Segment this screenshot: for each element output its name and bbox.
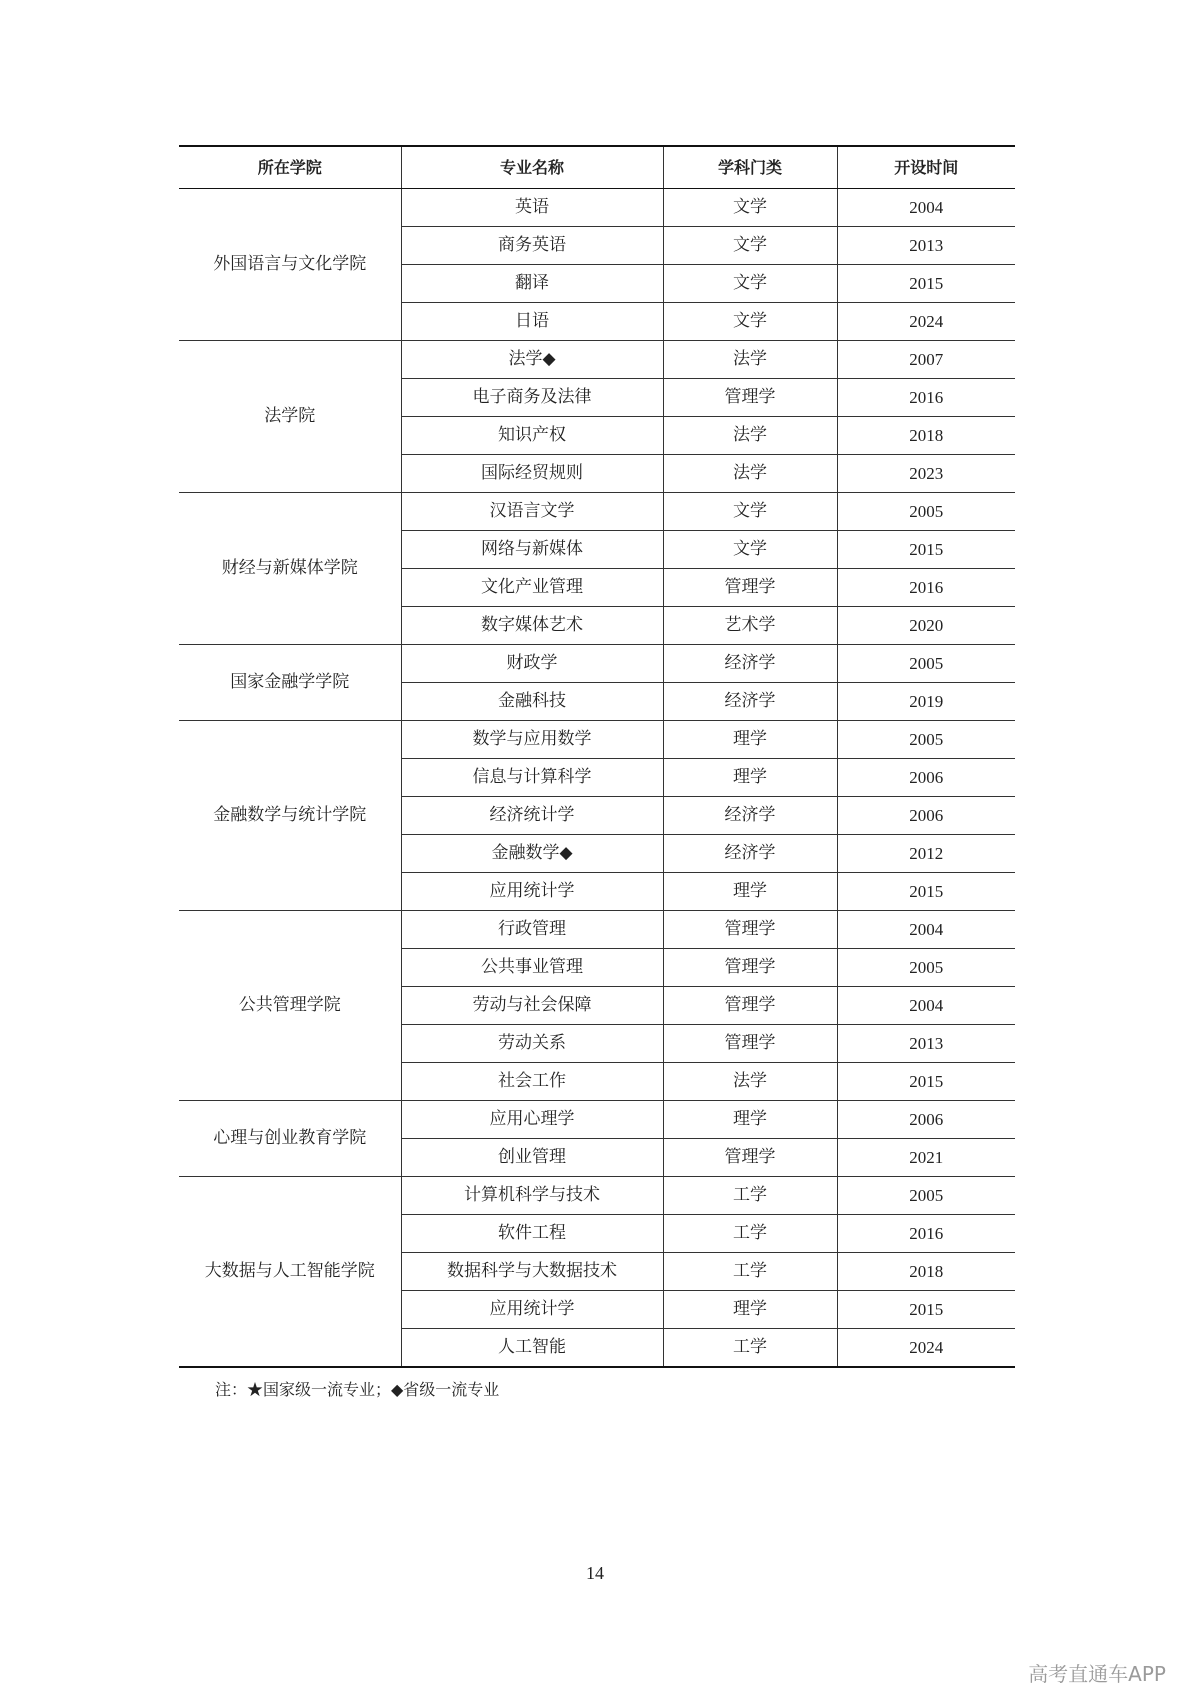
year-cell: 2006	[837, 1101, 1015, 1139]
major-cell: 日语	[401, 303, 663, 341]
header-major: 专业名称	[401, 146, 663, 189]
year-cell: 2006	[837, 759, 1015, 797]
year-cell: 2005	[837, 493, 1015, 531]
year-cell: 2004	[837, 189, 1015, 227]
year-cell: 2024	[837, 303, 1015, 341]
category-cell: 管理学	[663, 1025, 837, 1063]
major-cell: 公共事业管理	[401, 949, 663, 987]
year-cell: 2012	[837, 835, 1015, 873]
major-cell: 商务英语	[401, 227, 663, 265]
year-cell: 2019	[837, 683, 1015, 721]
category-cell: 文学	[663, 189, 837, 227]
major-cell: 网络与新媒体	[401, 531, 663, 569]
college-cell: 公共管理学院	[179, 911, 401, 1101]
college-cell: 国家金融学学院	[179, 645, 401, 721]
category-cell: 法学	[663, 1063, 837, 1101]
category-cell: 法学	[663, 455, 837, 493]
table-row	[179, 911, 1015, 949]
category-cell: 管理学	[663, 911, 837, 949]
category-cell: 理学	[663, 1101, 837, 1139]
college-cell: 法学院	[179, 341, 401, 493]
category-cell: 工学	[663, 1253, 837, 1291]
major-cell: 数字媒体艺术	[401, 607, 663, 645]
table-row	[179, 645, 1015, 683]
category-cell: 文学	[663, 227, 837, 265]
year-cell: 2005	[837, 645, 1015, 683]
major-cell: 劳动关系	[401, 1025, 663, 1063]
category-cell: 工学	[663, 1215, 837, 1253]
college-cell: 心理与创业教育学院	[179, 1101, 401, 1177]
year-cell: 2004	[837, 987, 1015, 1025]
year-cell: 2015	[837, 873, 1015, 911]
category-cell: 文学	[663, 303, 837, 341]
major-cell: 人工智能	[401, 1329, 663, 1368]
category-cell: 经济学	[663, 797, 837, 835]
category-cell: 理学	[663, 1291, 837, 1329]
major-cell: 应用心理学	[401, 1101, 663, 1139]
year-cell: 2005	[837, 721, 1015, 759]
category-cell: 管理学	[663, 569, 837, 607]
year-cell: 2021	[837, 1139, 1015, 1177]
year-cell: 2015	[837, 265, 1015, 303]
major-table-container	[179, 145, 1015, 1368]
category-cell: 管理学	[663, 1139, 837, 1177]
table-row	[179, 1177, 1015, 1215]
watermark: 高考直通车APP	[1028, 1662, 1166, 1686]
year-cell: 2005	[837, 949, 1015, 987]
year-cell: 2005	[837, 1177, 1015, 1215]
major-cell: 英语	[401, 189, 663, 227]
table-note: 注：★国家级一流专业；◆省级一流专业	[215, 1380, 500, 1399]
major-cell: 财政学	[401, 645, 663, 683]
table-row	[179, 341, 1015, 379]
category-cell: 经济学	[663, 645, 837, 683]
year-cell: 2016	[837, 1215, 1015, 1253]
major-cell: 汉语言文学	[401, 493, 663, 531]
college-cell: 金融数学与统计学院	[179, 721, 401, 911]
major-cell: 文化产业管理	[401, 569, 663, 607]
page-number: 14	[586, 1563, 604, 1583]
category-cell: 文学	[663, 265, 837, 303]
category-cell: 经济学	[663, 683, 837, 721]
year-cell: 2013	[837, 1025, 1015, 1063]
year-cell: 2007	[837, 341, 1015, 379]
category-cell: 文学	[663, 493, 837, 531]
major-cell: 经济统计学	[401, 797, 663, 835]
year-cell: 2023	[837, 455, 1015, 493]
table-body	[179, 189, 1015, 1368]
year-cell: 2015	[837, 531, 1015, 569]
year-cell: 2018	[837, 1253, 1015, 1291]
year-cell: 2006	[837, 797, 1015, 835]
major-cell: 金融数学◆	[401, 835, 663, 873]
major-cell: 软件工程	[401, 1215, 663, 1253]
major-cell: 法学◆	[401, 341, 663, 379]
year-cell: 2015	[837, 1291, 1015, 1329]
table-row	[179, 493, 1015, 531]
category-cell: 文学	[663, 531, 837, 569]
table-header-row	[179, 146, 1015, 189]
major-cell: 计算机科学与技术	[401, 1177, 663, 1215]
year-cell: 2016	[837, 569, 1015, 607]
major-cell: 知识产权	[401, 417, 663, 455]
major-cell: 信息与计算科学	[401, 759, 663, 797]
category-cell: 经济学	[663, 835, 837, 873]
major-cell: 劳动与社会保障	[401, 987, 663, 1025]
category-cell: 工学	[663, 1177, 837, 1215]
category-cell: 管理学	[663, 987, 837, 1025]
major-cell: 电子商务及法律	[401, 379, 663, 417]
college-cell: 外国语言与文化学院	[179, 189, 401, 341]
major-cell: 金融科技	[401, 683, 663, 721]
college-cell: 大数据与人工智能学院	[179, 1177, 401, 1368]
table-row	[179, 721, 1015, 759]
year-cell: 2013	[837, 227, 1015, 265]
major-cell: 应用统计学	[401, 1291, 663, 1329]
category-cell: 管理学	[663, 379, 837, 417]
category-cell: 艺术学	[663, 607, 837, 645]
header-year: 开设时间	[837, 146, 1015, 189]
table-row	[179, 189, 1015, 227]
major-cell: 国际经贸规则	[401, 455, 663, 493]
category-cell: 理学	[663, 721, 837, 759]
major-cell: 创业管理	[401, 1139, 663, 1177]
year-cell: 2016	[837, 379, 1015, 417]
category-cell: 工学	[663, 1329, 837, 1368]
table-row	[179, 1101, 1015, 1139]
major-cell: 应用统计学	[401, 873, 663, 911]
major-cell: 行政管理	[401, 911, 663, 949]
major-cell: 数据科学与大数据技术	[401, 1253, 663, 1291]
year-cell: 2018	[837, 417, 1015, 455]
major-cell: 数学与应用数学	[401, 721, 663, 759]
header-category: 学科门类	[663, 146, 837, 189]
category-cell: 法学	[663, 417, 837, 455]
year-cell: 2004	[837, 911, 1015, 949]
year-cell: 2020	[837, 607, 1015, 645]
major-cell: 社会工作	[401, 1063, 663, 1101]
category-cell: 理学	[663, 759, 837, 797]
major-table	[179, 145, 1015, 1368]
category-cell: 理学	[663, 873, 837, 911]
category-cell: 法学	[663, 341, 837, 379]
major-cell: 翻译	[401, 265, 663, 303]
year-cell: 2024	[837, 1329, 1015, 1368]
college-cell: 财经与新媒体学院	[179, 493, 401, 645]
category-cell: 管理学	[663, 949, 837, 987]
year-cell: 2015	[837, 1063, 1015, 1101]
header-college: 所在学院	[179, 146, 401, 189]
